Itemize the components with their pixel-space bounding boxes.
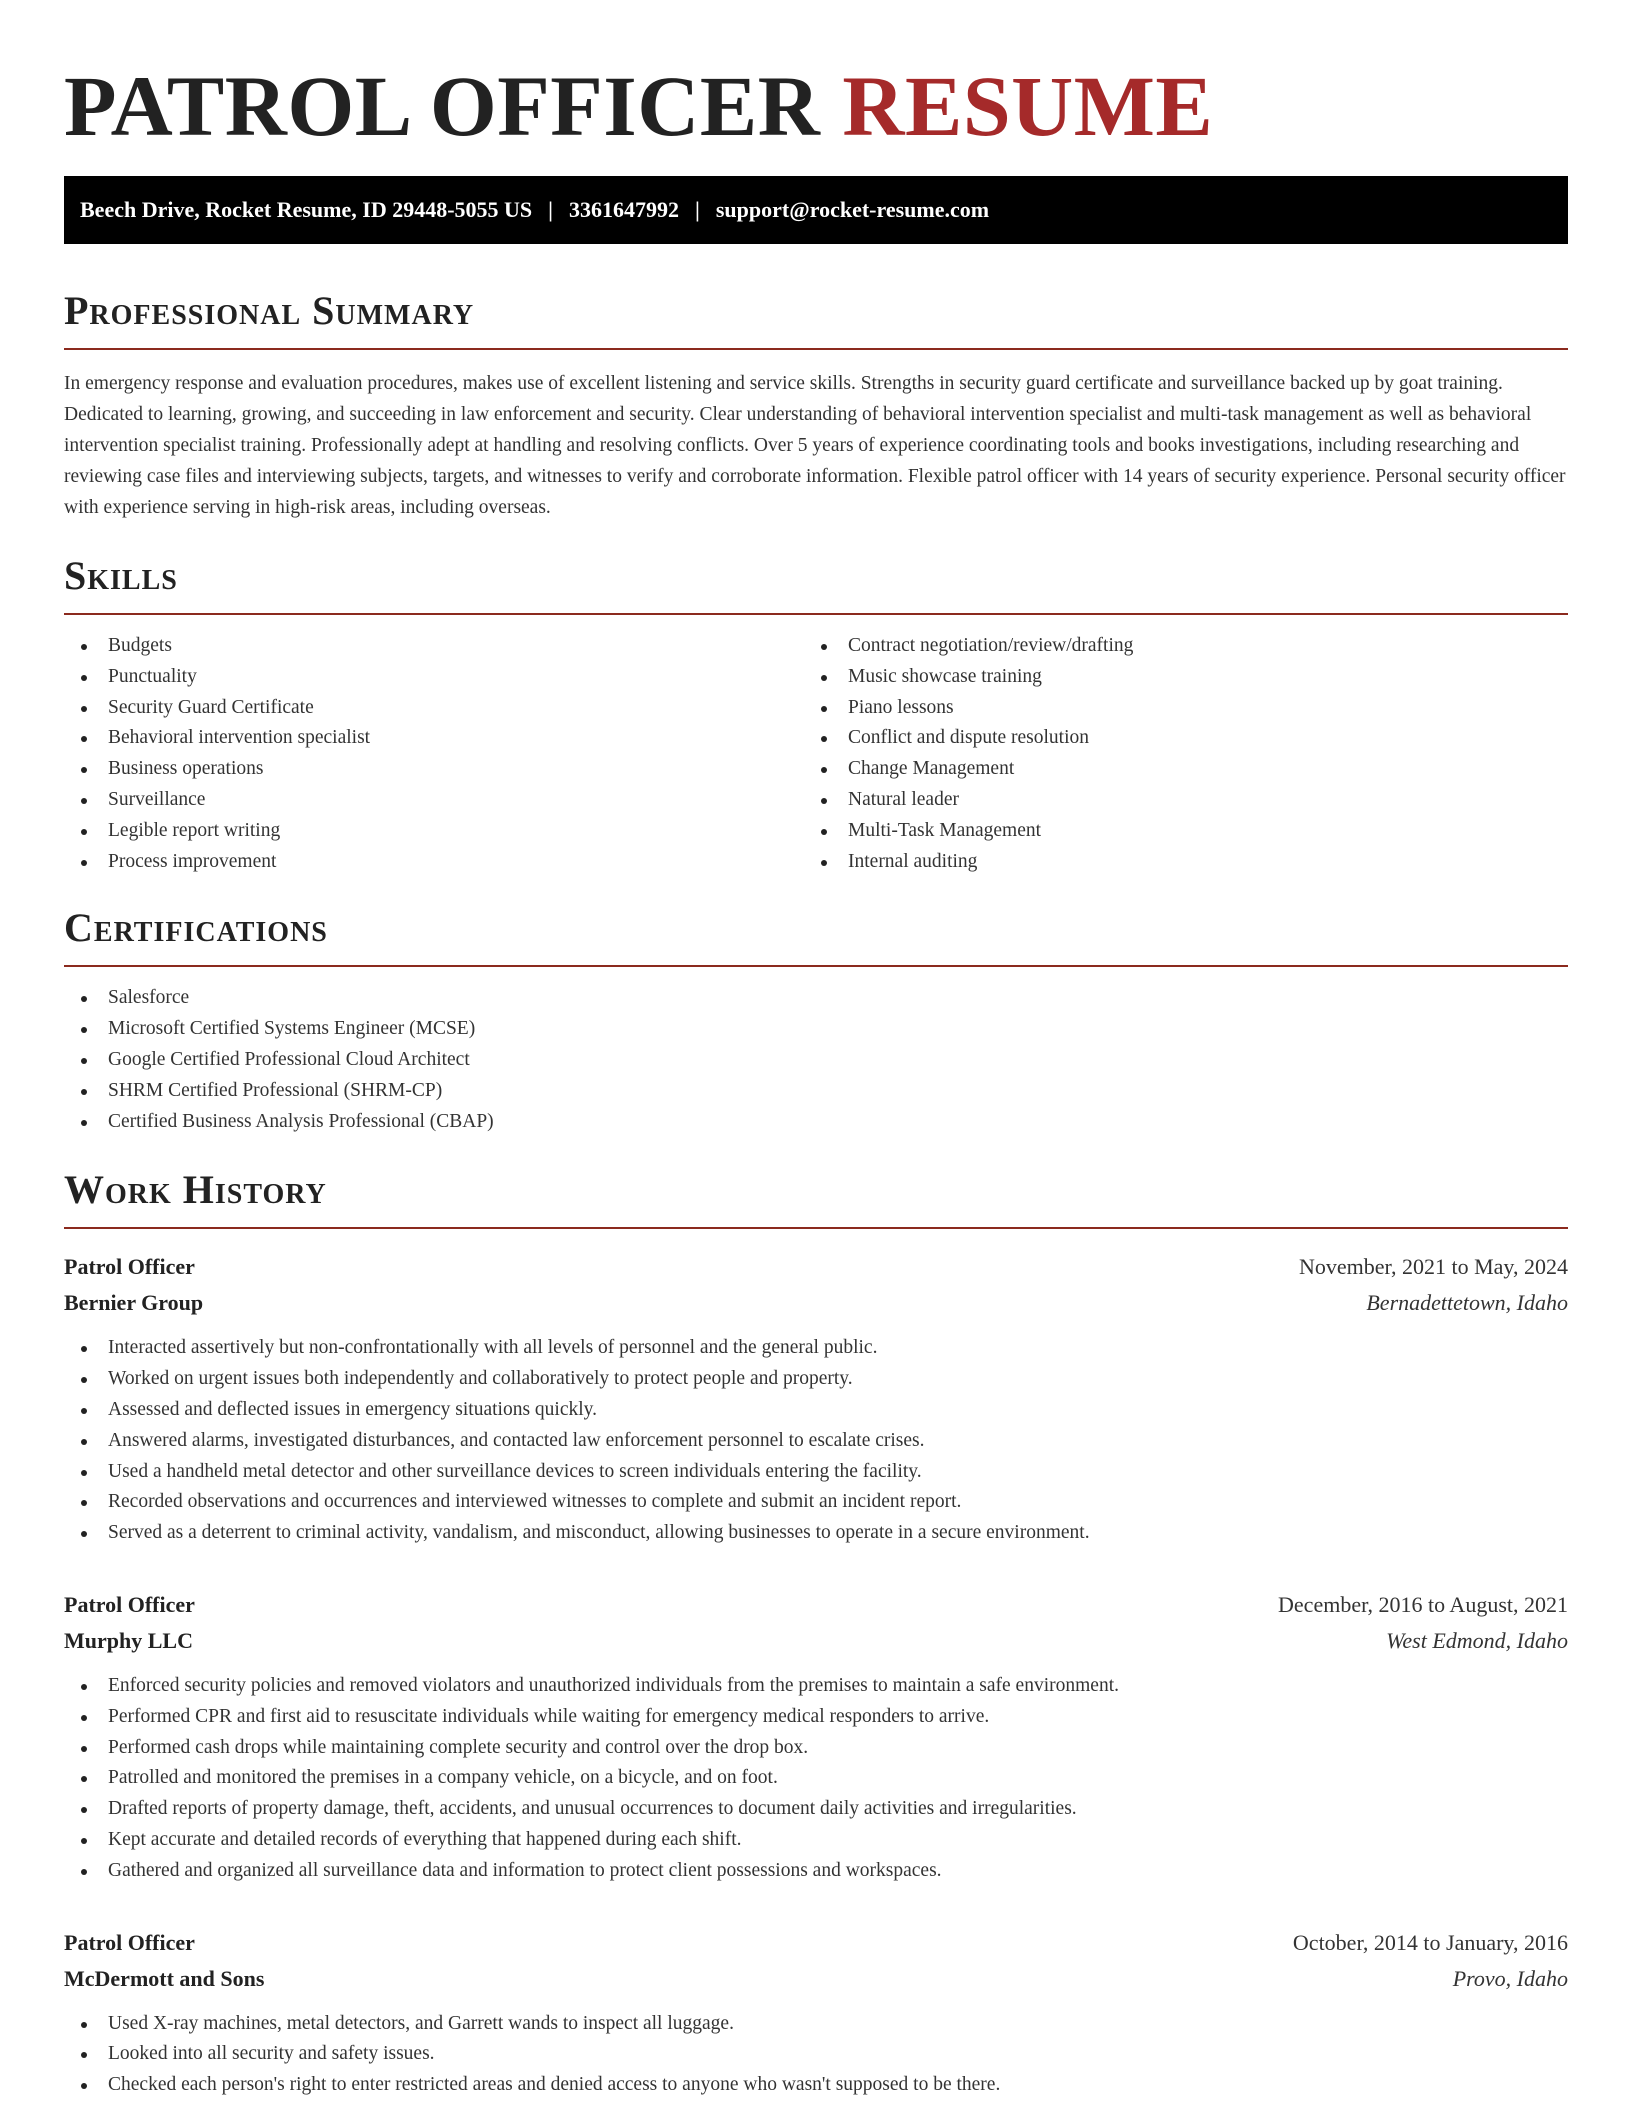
skill-item: Legible report writing: [64, 816, 804, 847]
job-duty: Checked each person's right to enter restricted areas and denied access to anyone who wasn't supposed to be there.: [64, 2070, 1568, 2101]
job-duty: Patrolled and monitored the premises in a company vehicle, on a bicycle, and on foot.: [64, 1763, 1568, 1794]
job-title: Patrol Officer: [64, 1591, 195, 1617]
job-header-row: [64, 1925, 1568, 1961]
certification-item: SHRM Certified Professional (SHRM-CP): [64, 1076, 1568, 1107]
skills-heading: Skills: [64, 551, 1568, 615]
job-duties-list: [64, 1671, 1568, 1887]
job-duty: Enforced security policies and removed violators and unauthorized individuals from the premises to maintain a safe environment.: [64, 1671, 1568, 1702]
job-duty: Recorded observations and occurrences and interviewed witnesses to complete and submit an incident report.: [64, 1487, 1568, 1518]
job-duties-list: [64, 1333, 1568, 1549]
job-dates: December, 2016 to August, 2021: [1278, 1591, 1568, 1617]
certifications-heading: Certifications: [64, 903, 1568, 967]
title-accent: RESUME: [842, 58, 1214, 154]
job-entry: [64, 1925, 1568, 2101]
job-company: McDermott and Sons: [64, 1965, 265, 1991]
job-dates: October, 2014 to January, 2016: [1292, 1929, 1568, 1955]
skill-item: Conflict and dispute resolution: [804, 723, 1544, 754]
job-duty: Served as a deterrent to criminal activity, vandalism, and misconduct, allowing businesses to operate in a secure environment.: [64, 1518, 1568, 1549]
job-company-row: [64, 1623, 1568, 1659]
job-location: Provo, Idaho: [1452, 1965, 1568, 1991]
certification-item: Certified Business Analysis Professional (CBAP): [64, 1107, 1568, 1138]
skill-item: Process improvement: [64, 847, 804, 878]
skill-item: Contract negotiation/review/drafting: [804, 631, 1544, 662]
skill-item: Piano lessons: [804, 693, 1544, 724]
job-company-row: [64, 1961, 1568, 1997]
job-duty: Used a handheld metal detector and other surveillance devices to screen individuals entering the facility.: [64, 1457, 1568, 1488]
resume-title: [64, 56, 1568, 156]
skills-column-right: [804, 631, 1544, 877]
job-duty: Interacted assertively but non-confrontationally with all levels of personnel and the general public.: [64, 1333, 1568, 1364]
summary-section: [64, 286, 1568, 523]
job-duty: Performed cash drops while maintaining complete security and control over the drop box.: [64, 1733, 1568, 1764]
skill-item: Surveillance: [64, 785, 804, 816]
skills-column-left: [64, 631, 804, 877]
job-duty: Looked into all security and safety issues.: [64, 2039, 1568, 2070]
contact-address: Beech Drive, Rocket Resume, ID 29448-5055 US: [80, 197, 533, 222]
work-history-heading: Work History: [64, 1165, 1568, 1229]
certification-item: Microsoft Certified Systems Engineer (MCSE): [64, 1014, 1568, 1045]
job-entry: [64, 1249, 1568, 1549]
skills-list-left: [64, 631, 804, 877]
summary-heading: Professional Summary: [64, 286, 1568, 350]
certifications-list: [64, 983, 1568, 1137]
contact-separator: |: [548, 197, 554, 222]
skill-item: Multi-Task Management: [804, 816, 1544, 847]
job-duty: Used X-ray machines, metal detectors, and Garrett wands to inspect all luggage.: [64, 2009, 1568, 2040]
contact-phone: 3361647992: [569, 197, 680, 222]
job-duty: Performed CPR and first aid to resuscitate individuals while waiting for emergency medical responders to arrive.: [64, 1702, 1568, 1733]
skill-item: Behavioral intervention specialist: [64, 723, 804, 754]
skill-item: Punctuality: [64, 662, 804, 693]
job-dates: November, 2021 to May, 2024: [1299, 1254, 1568, 1280]
skill-item: Internal auditing: [804, 847, 1544, 878]
work-history-section: [64, 1165, 1568, 2101]
job-duty: Assessed and deflected issues in emergency situations quickly.: [64, 1395, 1568, 1426]
job-duty: Gathered and organized all surveillance data and information to protect client possessions and workspaces.: [64, 1856, 1568, 1887]
skills-section: [64, 551, 1568, 877]
contact-bar: [64, 176, 1568, 244]
job-header-row: [64, 1587, 1568, 1623]
job-duty: Kept accurate and detailed records of everything that happened during each shift.: [64, 1825, 1568, 1856]
skill-item: Music showcase training: [804, 662, 1544, 693]
skill-item: Change Management: [804, 754, 1544, 785]
job-location: West Edmond, Idaho: [1386, 1627, 1568, 1653]
job-company-row: [64, 1285, 1568, 1321]
contact-email: support@rocket-resume.com: [715, 197, 990, 222]
skill-item: Business operations: [64, 754, 804, 785]
job-entry: [64, 1587, 1568, 1887]
skill-item: Natural leader: [804, 785, 1544, 816]
resume-page: [64, 0, 1568, 2101]
job-location: Bernadettetown, Idaho: [1366, 1290, 1568, 1316]
job-title: Patrol Officer: [64, 1929, 195, 1955]
job-duty: Worked on urgent issues both independently and collaboratively to protect people and property.: [64, 1364, 1568, 1395]
skills-list-right: [804, 631, 1544, 877]
job-company: Murphy LLC: [64, 1627, 193, 1653]
job-duties-list: [64, 2009, 1568, 2101]
summary-text: In emergency response and evaluation procedures, makes use of excellent listening and service skills. Strengths in security guard certificate and surveillance backed up by goat training. Dedicated to learning, growing, and succeeding in law enforcement and security. Clear understanding of behavioral intervention specialist and multi-task management as well as behavioral intervention specialist training. Professionally adept at handling and resolving conflicts. Over 5 years of experience coordinating tools and books investigations, including researching and reviewing case files and interviewing subjects, targets, and witnesses to verify and corroborate information. Flexible patrol officer with 14 years of security experience. Personal security officer with experience serving in high-risk areas, including overseas.: [64, 373, 1566, 518]
job-duty: Drafted reports of property damage, theft, accidents, and unusual occurrences to document daily activities and irregularities.: [64, 1794, 1568, 1825]
job-duty: Answered alarms, investigated disturbances, and contacted law enforcement personnel to escalate crises.: [64, 1426, 1568, 1457]
job-header-row: [64, 1249, 1568, 1285]
skills-columns: [64, 631, 1568, 877]
job-company: Bernier Group: [64, 1290, 204, 1316]
skill-item: Security Guard Certificate: [64, 693, 804, 724]
skill-item: Budgets: [64, 631, 804, 662]
job-title: Patrol Officer: [64, 1254, 195, 1280]
certification-item: Salesforce: [64, 983, 1568, 1014]
certifications-section: [64, 903, 1568, 1137]
certification-item: Google Certified Professional Cloud Architect: [64, 1045, 1568, 1076]
contact-separator: |: [695, 197, 700, 222]
title-main: PATROL OFFICER: [64, 58, 821, 154]
